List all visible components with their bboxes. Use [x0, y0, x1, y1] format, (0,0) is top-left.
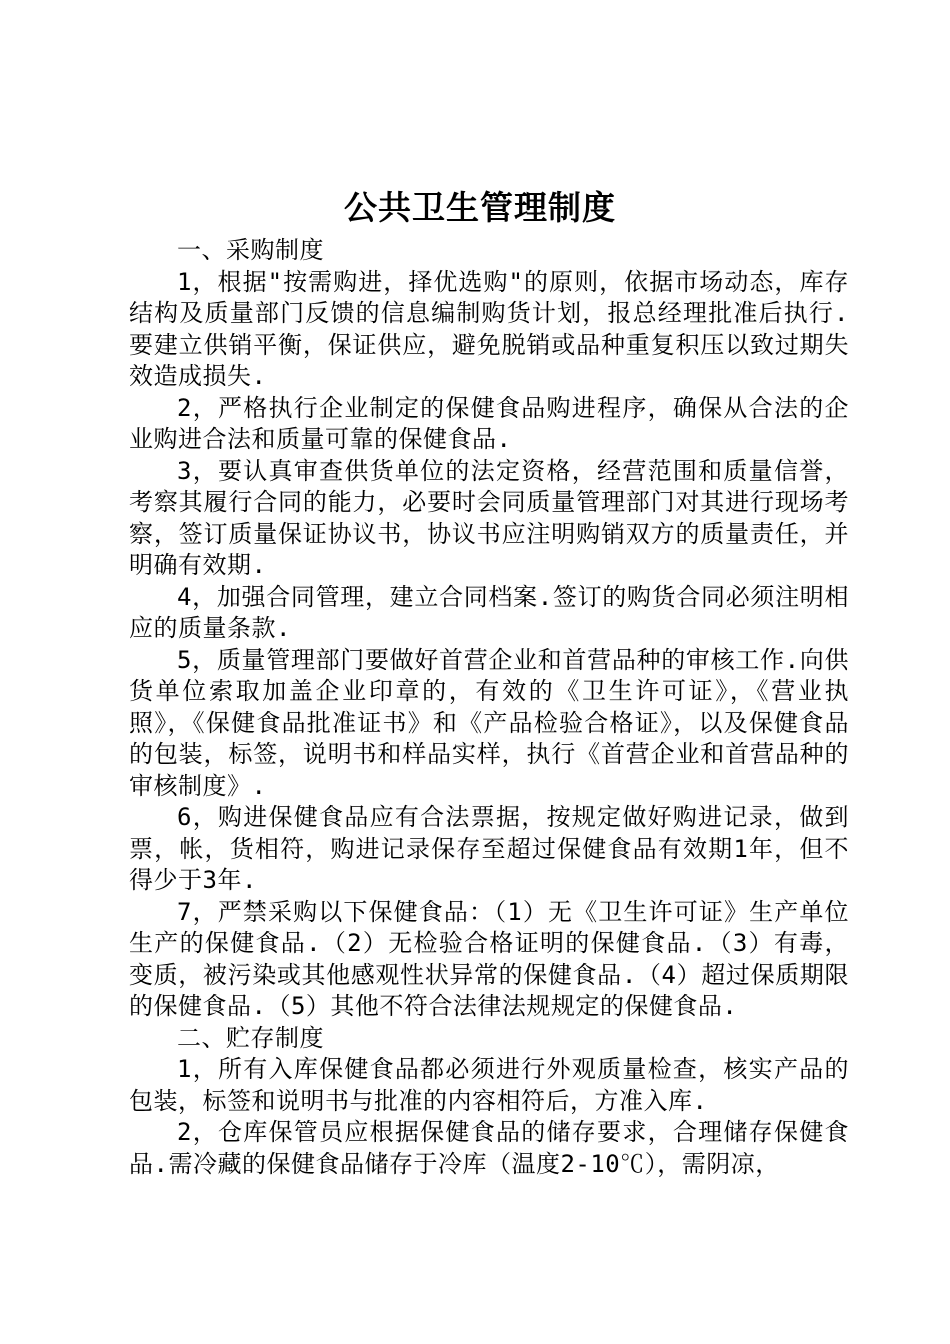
document-body — [129, 235, 849, 1180]
paragraph: 6，购进保健食品应有合法票据，按规定做好购进记录，做到票，帐，货相符，购进记录保存至超过保健食品有效期1年，但不得少于3年. — [129, 803, 849, 894]
paragraph: 2，严格执行企业制定的保健食品购进程序，确保从合法的企业购进合法和质量可靠的保健食品. — [129, 393, 849, 453]
paragraph: 4，加强合同管理，建立合同档案.签订的购货合同必须注明相应的质量条款. — [129, 582, 849, 642]
section-heading: 二、贮存制度 — [177, 1023, 324, 1052]
paragraph: 3，要认真审查供货单位的法定资格，经营范围和质量信誉，考察其履行合同的能力，必要时会同质量管理部门对其进行现场考察，签订质量保证协议书，协议书应注明购销双方的质量责任，并明确有效期. — [129, 456, 849, 579]
section-heading: 一、采购制度 — [177, 236, 324, 264]
paragraph: 7，严禁采购以下保健食品：（1）无《卫生许可证》生产单位生产的保健食品.（2）无检验合格证明的保健食品.（3）有毒，变质，被污染或其他感观性状异常的保健食品.（4）超过保质期限的保健食品.（5）其他不符合法律法规规定的保健食品. — [129, 897, 849, 1020]
paragraph: 5，质量管理部门要做好首营企业和首营品种的审核工作.向供货单位索取加盖企业印章的，有效的《卫生许可证》，《营业执照》，《保健食品批准证书》和《产品检验合格证》，以及保健食品的包装，标签，说明书和样品实样，执行《首营企业和首营品种的审核制度》. — [129, 645, 849, 800]
paragraph: 2，仓库保管员应根据保健食品的储存要求，合理储存保健食品.需冷藏的保健食品储存于冷库（温度2-10℃），需阴凉， — [129, 1118, 849, 1178]
paragraph: 1，根据"按需购进，择优选购"的原则，依据市场动态，库存结构及质量部门反馈的信息编制购货计划，报总经理批准后执行.要建立供销平衡，保证供应，避免脱销或品种重复积压以致过期失效造成损失. — [129, 267, 849, 390]
paragraph: 1，所有入库保健食品都必须进行外观质量检查，核实产品的包装，标签和说明书与批准的内容相符后，方准入库. — [129, 1055, 849, 1115]
document-title: 公共卫生管理制度 — [344, 188, 616, 227]
